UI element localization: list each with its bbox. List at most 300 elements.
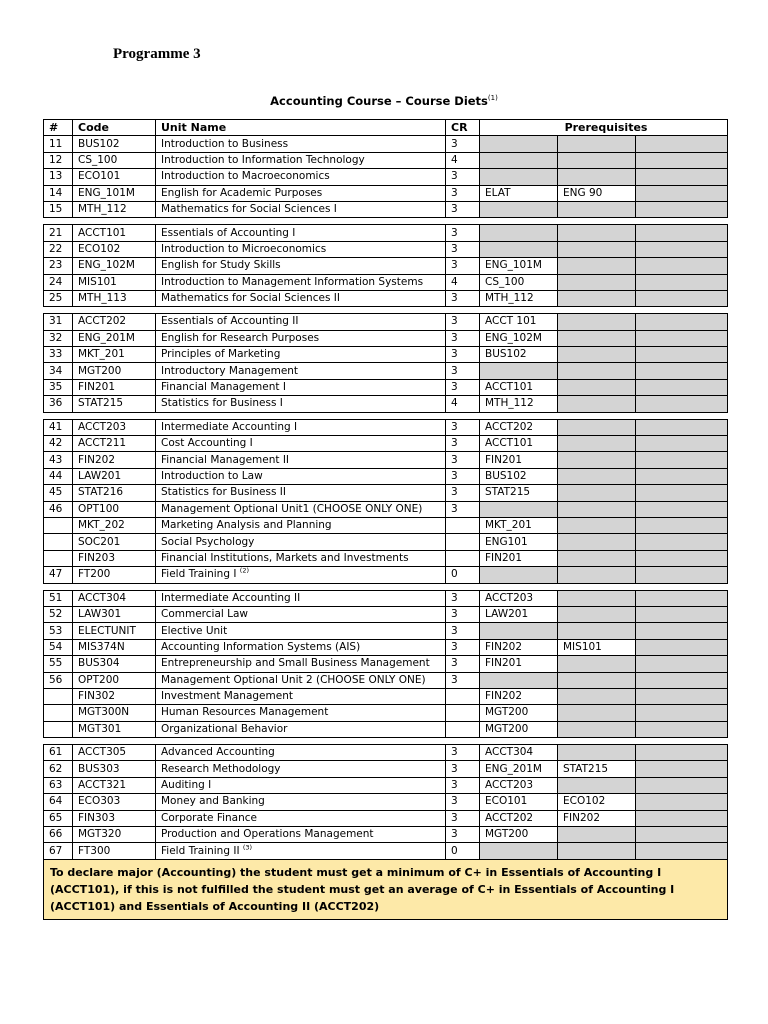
course-row (44, 843, 728, 859)
prerequisite-cell: FIN202 (480, 639, 558, 655)
course-row (44, 201, 728, 217)
course-credits: 3 (446, 810, 480, 826)
prerequisite-cell (636, 152, 728, 168)
course-number (44, 517, 73, 533)
course-row (44, 485, 728, 501)
course-code: ENG_102M (73, 258, 156, 274)
unit-name-text: Introductory Management (161, 364, 299, 377)
course-code: ENG_101M (73, 185, 156, 201)
course-unit-name (156, 688, 446, 704)
prerequisite-cell: ACCT202 (480, 419, 558, 435)
course-unit-name (156, 810, 446, 826)
unit-name-text: Accounting Information Systems (AIS) (161, 640, 361, 653)
prerequisite-cell: MIS101 (558, 639, 636, 655)
unit-name-text: Financial Management I (161, 381, 286, 394)
course-unit-name (156, 201, 446, 217)
unit-name-text: Introduction to Management Information Systems (161, 275, 424, 288)
spacer-cell (44, 412, 728, 419)
course-code: MGT301 (73, 721, 156, 737)
prerequisite-cell (558, 201, 636, 217)
course-row (44, 436, 728, 452)
prerequisite-cell (558, 330, 636, 346)
course-number: 45 (44, 485, 73, 501)
prerequisite-cell (636, 274, 728, 290)
prerequisite-cell: ACCT101 (480, 436, 558, 452)
course-code: OPT100 (73, 501, 156, 517)
prerequisite-cell (558, 452, 636, 468)
course-number: 41 (44, 419, 73, 435)
course-credits: 3 (446, 379, 480, 395)
prerequisite-cell (558, 721, 636, 737)
course-code: ELECTUNIT (73, 623, 156, 639)
prerequisite-cell (636, 761, 728, 777)
course-code: FIN303 (73, 810, 156, 826)
course-code: ECO101 (73, 169, 156, 185)
course-unit-name (156, 721, 446, 737)
prerequisite-cell (558, 606, 636, 622)
course-row (44, 705, 728, 721)
spacer-cell (44, 583, 728, 590)
prerequisite-cell (558, 152, 636, 168)
course-number: 53 (44, 623, 73, 639)
programme-heading: Programme 3 (113, 46, 201, 62)
course-number: 36 (44, 396, 73, 412)
unit-name-text: Field Training II (161, 844, 240, 857)
course-code: ACCT305 (73, 745, 156, 761)
course-row (44, 347, 728, 363)
course-unit-name (156, 419, 446, 435)
prerequisite-cell: FIN202 (480, 688, 558, 704)
course-unit-name (156, 330, 446, 346)
course-credits: 4 (446, 396, 480, 412)
block-spacer (44, 218, 728, 225)
unit-name-text: Statistics for Business II (161, 486, 286, 499)
spacer-cell (44, 218, 728, 225)
course-credits: 3 (446, 606, 480, 622)
course-unit-name (156, 290, 446, 306)
course-unit-name (156, 152, 446, 168)
course-credits: 3 (446, 169, 480, 185)
course-code: LAW201 (73, 468, 156, 484)
prerequisite-cell (636, 590, 728, 606)
course-number: 23 (44, 258, 73, 274)
course-number (44, 705, 73, 721)
course-row (44, 241, 728, 257)
unit-name-text: Commercial Law (161, 608, 249, 621)
course-credits: 3 (446, 314, 480, 330)
course-row (44, 721, 728, 737)
course-number (44, 550, 73, 566)
course-credits: 3 (446, 185, 480, 201)
prerequisite-cell (636, 419, 728, 435)
course-unit-name (156, 501, 446, 517)
prerequisite-cell (636, 347, 728, 363)
course-code: FIN302 (73, 688, 156, 704)
course-credits: 3 (446, 468, 480, 484)
prerequisite-cell: MTH_112 (480, 396, 558, 412)
prerequisite-cell (558, 517, 636, 533)
prerequisite-cell (636, 241, 728, 257)
prerequisite-cell (636, 827, 728, 843)
unit-name-text: Statistics for Business I (161, 397, 283, 410)
prerequisite-cell (480, 623, 558, 639)
course-code: MIS374N (73, 639, 156, 655)
course-unit-name (156, 672, 446, 688)
course-row (44, 623, 728, 639)
prerequisite-cell (636, 314, 728, 330)
course-number: 11 (44, 136, 73, 152)
course-code: LAW301 (73, 606, 156, 622)
unit-name-text: Introduction to Business (161, 137, 289, 150)
prerequisite-cell (636, 672, 728, 688)
course-code: FIN202 (73, 452, 156, 468)
course-unit-name (156, 347, 446, 363)
prerequisite-cell (480, 843, 558, 859)
prerequisite-cell (480, 567, 558, 583)
course-credits: 3 (446, 672, 480, 688)
unit-footnote-mark: (2) (239, 566, 250, 575)
course-row (44, 330, 728, 346)
unit-name-text: Introduction to Microeconomics (161, 242, 327, 255)
course-code: ACCT211 (73, 436, 156, 452)
block-spacer (44, 583, 728, 590)
prerequisite-cell (480, 501, 558, 517)
prerequisite-cell (558, 843, 636, 859)
prerequisite-cell (558, 225, 636, 241)
prerequisite-cell (636, 843, 728, 859)
course-credits: 3 (446, 827, 480, 843)
course-row (44, 745, 728, 761)
prerequisite-cell: FIN202 (558, 810, 636, 826)
course-credits: 3 (446, 761, 480, 777)
course-number: 25 (44, 290, 73, 306)
course-code: BUS303 (73, 761, 156, 777)
prerequisite-cell (558, 623, 636, 639)
prerequisite-cell: STAT215 (558, 761, 636, 777)
course-unit-name (156, 274, 446, 290)
course-code: MTH_112 (73, 201, 156, 217)
prerequisite-cell: MKT_201 (480, 517, 558, 533)
prerequisite-cell (636, 330, 728, 346)
course-credits: 3 (446, 623, 480, 639)
course-code: FT300 (73, 843, 156, 859)
course-unit-name (156, 468, 446, 484)
prerequisite-cell: MGT200 (480, 721, 558, 737)
table-header-row (44, 120, 728, 136)
prerequisite-cell (636, 550, 728, 566)
prerequisite-cell (558, 396, 636, 412)
prerequisite-cell (636, 468, 728, 484)
course-code: MKT_202 (73, 517, 156, 533)
course-code: ACCT202 (73, 314, 156, 330)
course-number: 43 (44, 452, 73, 468)
prerequisite-cell (480, 136, 558, 152)
unit-name-text: Marketing Analysis and Planning (161, 519, 332, 532)
prerequisite-cell (636, 136, 728, 152)
prerequisite-cell (558, 436, 636, 452)
course-diet-table (43, 119, 728, 920)
course-code: ENG_201M (73, 330, 156, 346)
prerequisite-cell: BUS102 (480, 468, 558, 484)
course-row (44, 567, 728, 583)
prerequisite-cell (636, 745, 728, 761)
block-spacer (44, 412, 728, 419)
prerequisite-cell (636, 201, 728, 217)
course-credits: 3 (446, 330, 480, 346)
prerequisite-cell: ENG 90 (558, 185, 636, 201)
prerequisite-cell: ENG_101M (480, 258, 558, 274)
course-row (44, 314, 728, 330)
course-row (44, 606, 728, 622)
unit-name-text: Elective Unit (161, 624, 228, 637)
unit-name-text: Principles of Marketing (161, 348, 281, 361)
course-row (44, 225, 728, 241)
course-number: 42 (44, 436, 73, 452)
prerequisite-cell (480, 241, 558, 257)
course-code: ECO102 (73, 241, 156, 257)
unit-name-text: Introduction to Information Technology (161, 153, 365, 166)
unit-name-text: Management Optional Unit 2 (CHOOSE ONLY ONE) (161, 673, 426, 686)
prerequisite-cell: ACCT 101 (480, 314, 558, 330)
course-credits: 4 (446, 152, 480, 168)
course-number: 63 (44, 777, 73, 793)
prerequisite-cell (636, 452, 728, 468)
unit-name-text: Financial Management II (161, 453, 290, 466)
prerequisite-cell (558, 136, 636, 152)
table-title (0, 94, 768, 108)
note-row (44, 859, 728, 919)
course-unit-name (156, 396, 446, 412)
course-credits: 3 (446, 745, 480, 761)
course-number: 33 (44, 347, 73, 363)
course-number: 62 (44, 761, 73, 777)
prerequisite-cell (558, 347, 636, 363)
course-unit-name (156, 379, 446, 395)
course-credits: 3 (446, 485, 480, 501)
header-prerequisites: Prerequisites (480, 120, 728, 136)
course-code: MGT300N (73, 705, 156, 721)
prerequisite-cell: ECO101 (480, 794, 558, 810)
course-credits (446, 517, 480, 533)
course-row (44, 185, 728, 201)
course-credits (446, 688, 480, 704)
course-code: ACCT101 (73, 225, 156, 241)
course-code: MKT_201 (73, 347, 156, 363)
prerequisite-cell: ECO102 (558, 794, 636, 810)
course-row (44, 810, 728, 826)
prerequisite-cell (480, 363, 558, 379)
course-number: 47 (44, 567, 73, 583)
course-number: 61 (44, 745, 73, 761)
prerequisite-cell (558, 688, 636, 704)
course-credits: 3 (446, 436, 480, 452)
prerequisite-cell (558, 363, 636, 379)
header-code: Code (73, 120, 156, 136)
course-credits: 3 (446, 501, 480, 517)
prerequisite-cell (558, 672, 636, 688)
course-credits: 3 (446, 419, 480, 435)
prerequisite-cell: ACCT203 (480, 590, 558, 606)
prerequisite-cell: FIN201 (480, 452, 558, 468)
prerequisite-cell: BUS102 (480, 347, 558, 363)
prerequisite-cell: MGT200 (480, 827, 558, 843)
prerequisite-cell: CS_100 (480, 274, 558, 290)
course-number: 51 (44, 590, 73, 606)
prerequisite-cell (636, 721, 728, 737)
unit-name-text: Intermediate Accounting I (161, 420, 298, 433)
prerequisite-cell (636, 225, 728, 241)
unit-name-text: Introduction to Law (161, 470, 263, 482)
prerequisite-cell (636, 639, 728, 655)
unit-name-text: Mathematics for Social Sciences II (161, 292, 340, 305)
unit-name-text: Advanced Accounting (161, 746, 275, 759)
unit-footnote-mark: (3) (242, 843, 253, 852)
course-code: FIN201 (73, 379, 156, 395)
course-code: FT200 (73, 567, 156, 583)
course-row (44, 534, 728, 550)
header-credits: CR (446, 120, 480, 136)
prerequisite-cell (558, 656, 636, 672)
prerequisite-cell (480, 169, 558, 185)
prerequisite-cell (558, 590, 636, 606)
course-credits: 3 (446, 258, 480, 274)
prerequisite-cell (636, 396, 728, 412)
course-number: 56 (44, 672, 73, 688)
course-row (44, 590, 728, 606)
course-number: 52 (44, 606, 73, 622)
prerequisite-cell (636, 169, 728, 185)
prerequisite-cell (558, 468, 636, 484)
prerequisite-cell (636, 290, 728, 306)
course-unit-name (156, 777, 446, 793)
course-code: ACCT321 (73, 777, 156, 793)
prerequisite-cell (636, 623, 728, 639)
course-credits: 3 (446, 241, 480, 257)
course-number: 44 (44, 468, 73, 484)
course-unit-name (156, 136, 446, 152)
course-credits: 0 (446, 843, 480, 859)
prerequisite-cell (636, 534, 728, 550)
unit-name-text: Organizational Behavior (161, 722, 288, 735)
course-unit-name (156, 705, 446, 721)
course-row (44, 656, 728, 672)
course-unit-name (156, 623, 446, 639)
course-code: BUS304 (73, 656, 156, 672)
unit-name-text: Management Optional Unit1 (CHOOSE ONLY ONE) (161, 502, 423, 515)
prerequisite-cell (636, 436, 728, 452)
prerequisite-cell (480, 672, 558, 688)
course-code: ACCT203 (73, 419, 156, 435)
course-code: BUS102 (73, 136, 156, 152)
course-unit-name (156, 169, 446, 185)
course-unit-name (156, 225, 446, 241)
spacer-cell (44, 738, 728, 745)
course-credits: 3 (446, 201, 480, 217)
prerequisite-cell (636, 810, 728, 826)
prerequisite-cell (636, 705, 728, 721)
prerequisite-cell (558, 534, 636, 550)
course-row (44, 379, 728, 395)
prerequisite-cell (558, 485, 636, 501)
course-number (44, 721, 73, 737)
unit-name-text: Corporate Finance (161, 811, 257, 824)
course-row (44, 827, 728, 843)
prerequisite-cell (636, 485, 728, 501)
prerequisite-cell (636, 656, 728, 672)
prerequisite-cell (558, 745, 636, 761)
course-credits: 3 (446, 290, 480, 306)
prerequisite-cell (636, 517, 728, 533)
course-code: MTH_113 (73, 290, 156, 306)
course-unit-name (156, 534, 446, 550)
prerequisite-cell (558, 258, 636, 274)
course-unit-name (156, 436, 446, 452)
course-unit-name (156, 794, 446, 810)
prerequisite-cell: ACCT202 (480, 810, 558, 826)
course-row (44, 794, 728, 810)
course-unit-name (156, 550, 446, 566)
course-number: 31 (44, 314, 73, 330)
course-number (44, 534, 73, 550)
course-number: 13 (44, 169, 73, 185)
course-credits: 3 (446, 347, 480, 363)
course-credits (446, 721, 480, 737)
unit-name-text: Cost Accounting I (161, 437, 253, 450)
course-credits: 3 (446, 136, 480, 152)
course-row (44, 517, 728, 533)
course-unit-name (156, 363, 446, 379)
prerequisite-cell (558, 169, 636, 185)
prerequisite-cell (636, 501, 728, 517)
block-spacer (44, 738, 728, 745)
unit-name-text: Financial Institutions, Markets and Investments (161, 551, 409, 564)
unit-name-text: Money and Banking (161, 795, 265, 808)
prerequisite-cell (636, 258, 728, 274)
course-number: 21 (44, 225, 73, 241)
unit-name-text: Investment Management (161, 690, 293, 703)
course-number: 12 (44, 152, 73, 168)
course-unit-name (156, 517, 446, 533)
course-number: 64 (44, 794, 73, 810)
course-number: 22 (44, 241, 73, 257)
block-spacer (44, 307, 728, 314)
course-number: 34 (44, 363, 73, 379)
course-unit-name (156, 590, 446, 606)
course-row (44, 152, 728, 168)
course-row (44, 761, 728, 777)
prerequisite-cell (558, 550, 636, 566)
course-credits (446, 705, 480, 721)
prerequisite-cell (636, 363, 728, 379)
course-number: 54 (44, 639, 73, 655)
prerequisite-cell: ACCT304 (480, 745, 558, 761)
prerequisite-cell (636, 794, 728, 810)
course-unit-name (156, 639, 446, 655)
course-code: CS_100 (73, 152, 156, 168)
prerequisite-cell (480, 152, 558, 168)
course-number: 65 (44, 810, 73, 826)
course-row (44, 169, 728, 185)
unit-name-text: Field Training I (161, 568, 237, 581)
unit-name-text: Mathematics for Social Sciences I (161, 203, 337, 216)
course-code: MIS101 (73, 274, 156, 290)
course-number: 46 (44, 501, 73, 517)
prerequisite-cell (558, 379, 636, 395)
course-unit-name (156, 827, 446, 843)
prerequisite-cell: ELAT (480, 185, 558, 201)
course-code: STAT215 (73, 396, 156, 412)
course-number: 55 (44, 656, 73, 672)
